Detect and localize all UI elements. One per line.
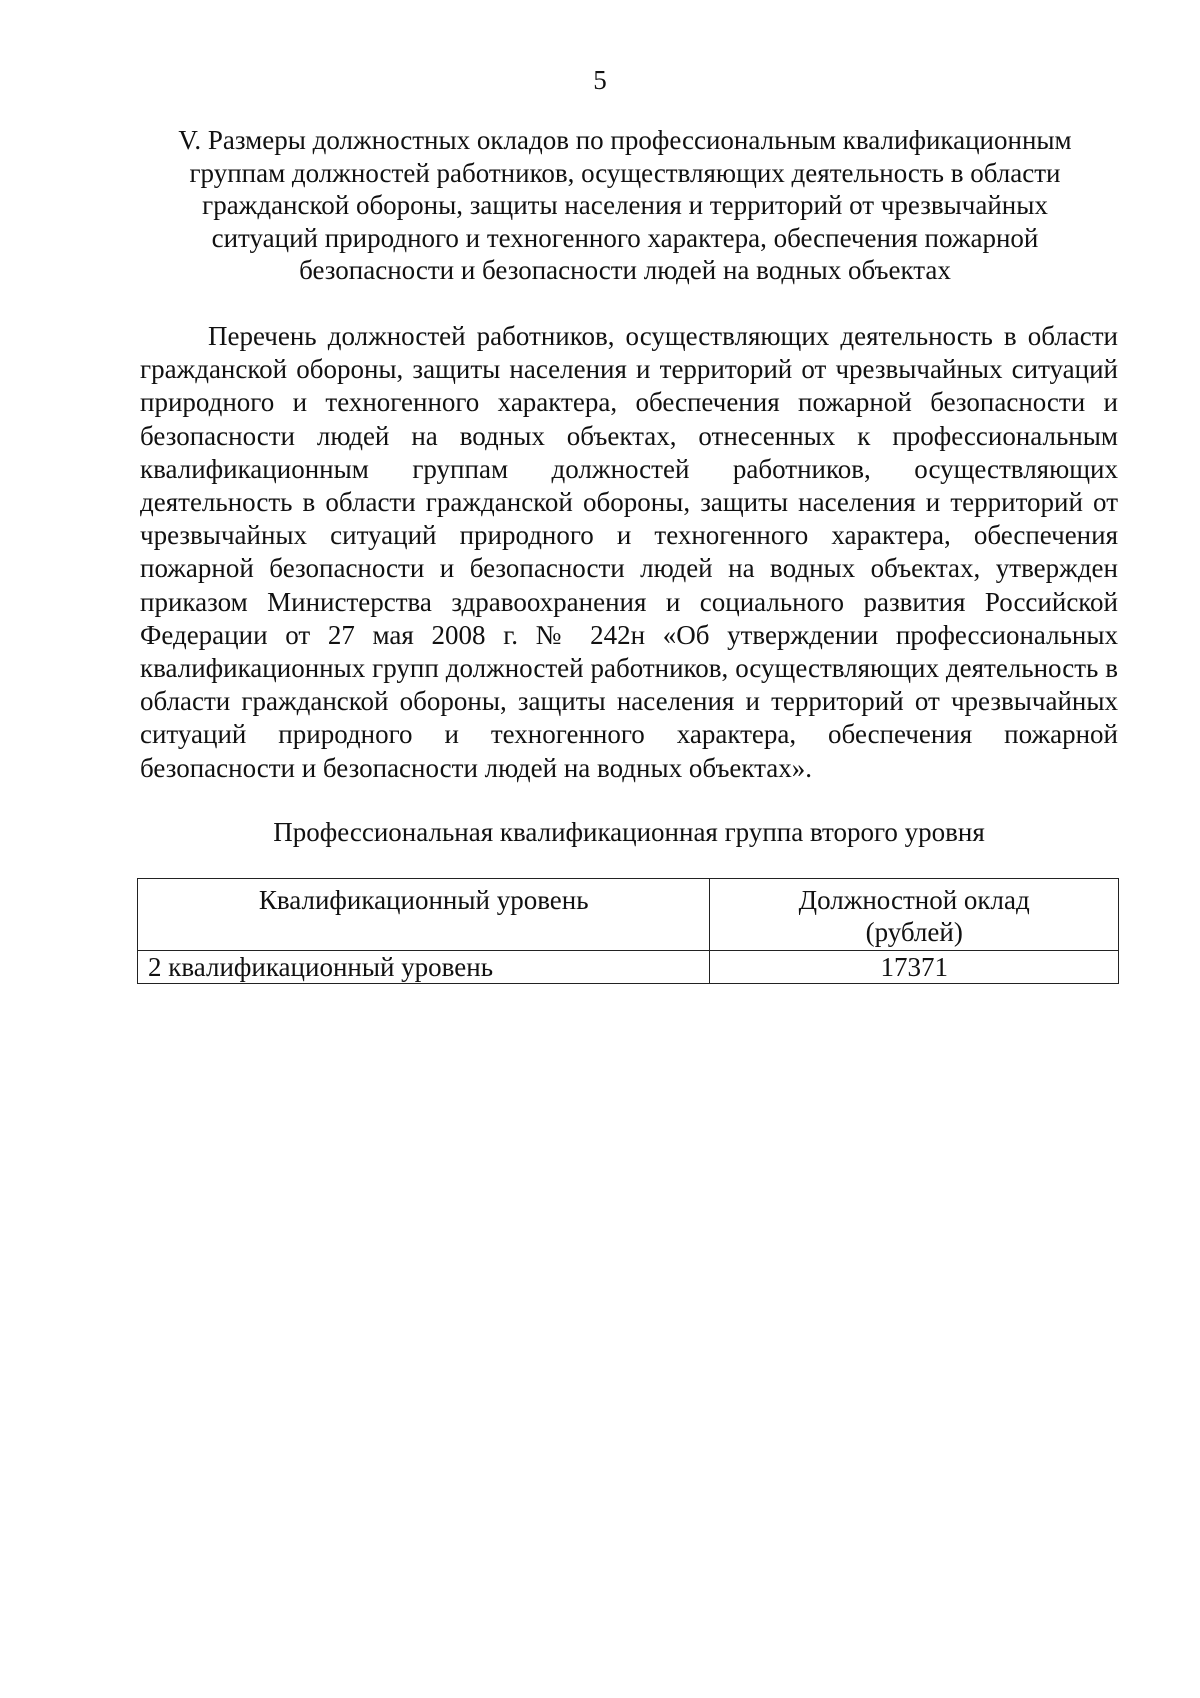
body-paragraph: Перечень должностей работников, осуществляющих деятельность в области гражданской обороны, защиты населения и территорий от чрезвычайных ситуаций природного и техногенного характера, обеспечения пожарной безопасности и безопасности людей на водных объектах, отнесенных к профессиональным квалификационным группам должностей работников, осуществляющих деятельность в области гражданской обороны, защиты населения и территорий от чрезвычайных ситуаций природного и техногенного характера, обеспечения пожарной безопасности и безопасности людей на водных объектах, утвержден приказом Министерства здравоохранения и социального развития Российской Федерации от 27 мая 2008 г. № 242н «Об утверждении профессиональных квалификационных групп должностей работников, осуществляющих деятельность в области гражданской обороны, защиты населения и территорий от чрезвычайных ситуаций природного и техногенного характера, обеспечения пожарной безопасности и безопасности людей на водных объектах». [140,321,1118,783]
header-salary-label: Должностной оклад [798,885,1030,915]
qualification-level-cell: 2 квалификационный уровень [138,951,710,984]
header-salary [710,879,1119,951]
header-salary-unit: (рублей) [865,917,963,947]
heading-line: V. Размеры должностных окладов по профессиональным квалификационным [178,125,1072,155]
salary-cell: 17371 [710,951,1119,984]
table-row [138,951,1119,984]
salary-table [137,878,1119,984]
page-number: 5 [593,65,607,95]
table-header-row [138,879,1119,951]
heading-line: группам должностей работников, осуществляющих деятельность в области [189,157,1061,188]
heading-line: гражданской обороны, защиты населения и территорий от чрезвычайных [202,190,1048,220]
heading-line: безопасности и безопасности людей на водных объектах [299,255,951,285]
table-subtitle: Профессиональная квалификационная группа второго уровня [273,817,985,847]
header-qualification-level [138,879,710,951]
header-level-label: Квалификационный уровень [258,885,589,915]
heading-line: ситуаций природного и техногенного характера, обеспечения пожарной [211,222,1039,253]
section-heading [140,124,1110,287]
